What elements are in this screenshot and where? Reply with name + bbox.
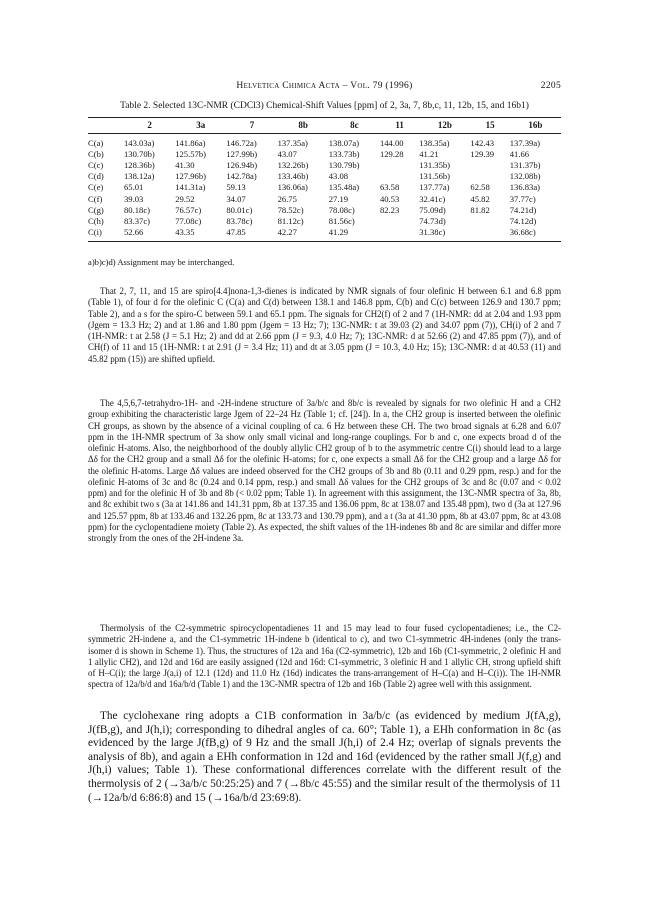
shift-value-cell: 82.23 xyxy=(379,204,400,215)
shift-value-cell: 127.99b) xyxy=(226,148,258,159)
table-body xyxy=(88,134,561,242)
shift-value-cell: 65.01 xyxy=(124,182,144,193)
shift-value-cell: 143.03a) xyxy=(124,137,155,148)
shift-value-cell: 74.12d) xyxy=(509,215,537,226)
shift-value-cell xyxy=(470,171,509,182)
shift-value-cell: 81.82 xyxy=(470,204,490,215)
shift-value-cell: 83.37c) xyxy=(124,215,151,226)
table-footnote: a)b)c)d) Assignment may be interchanged. xyxy=(88,257,235,267)
shift-value-cell: 39.03 xyxy=(124,193,144,204)
table-row xyxy=(88,148,561,159)
shift-value-cell: 133.73b) xyxy=(328,148,360,159)
column-header: 12b xyxy=(419,118,470,134)
row-label-cell: C(d) xyxy=(88,171,104,182)
row-label-cell: C(h) xyxy=(88,215,104,226)
column-header: 2 xyxy=(124,118,175,134)
page-header xyxy=(88,81,561,95)
shift-value-cell xyxy=(380,227,419,242)
shift-value-cell: 26.75 xyxy=(277,193,297,204)
shift-value-cell: 42.27 xyxy=(278,227,329,242)
table-row xyxy=(88,159,561,170)
shift-value-cell: 125.57b) xyxy=(175,148,206,159)
shift-value-cell: 131.37b) xyxy=(509,159,541,170)
shift-value-cell: 74.21d) xyxy=(509,204,537,215)
shift-value-cell: 128.36b) xyxy=(124,159,155,170)
shift-value-cell: 29.52 xyxy=(175,193,195,204)
shift-value-cell: 76.57c) xyxy=(175,204,202,215)
shift-value-cell: 59.13 xyxy=(226,182,246,193)
shift-value-cell: 144.00 xyxy=(379,137,404,148)
shift-value-cell: 141.31a) xyxy=(175,182,206,193)
shift-value-cell xyxy=(380,171,419,182)
paragraph-spirononadienes: That 2, 7, 11, and 15 are spiro[4.4]nona-1,3-dienes is indicated by NMR signals of four olefinic H between 6.1 and 6.8 ppm (Table 1), of four d for the olefinic C (C(a) and C(d) between 138.1 and 146.8 ppm, C(b) and C(c) between 126.9 and 130.7 ppm; Table 2), and a s for the spiro-C between 59.1 and 65.1 ppm. The signals for CH2(f) of 2 and 7 (1H-NMR: dd at 2.04 and 1.93 ppm (Jgem = 13.3 Hz; 2) and at 1.86 and 1.80 ppm (Jgem = 13 Hz; 7); 13C-NMR: t at 39.03 (2) and 34.07 ppm (7)), CH(i) of 2 and 7 (1H-NMR: t at 2.58 (J = 5.1 Hz; 2) and dd at 2.66 ppm (J = 9.3, 4.0 Hz; 7); 13C-NMR: d at 52.66 (2) and 47.85 ppm (7)), and of CH(f) of 11 and 15 (1H-NMR: t at 2.91 (J = 3.4 Hz; 11) and dt at 3.05 ppm (J = 10.3, 4.0 Hz; 15); 13C-NMR: d at 40.53 (11) and 45.82 ppm (15)) are shifted upfield. xyxy=(88,286,561,364)
shift-value-cell: 36.68c) xyxy=(510,227,561,242)
shift-value-cell: 43.35 xyxy=(175,227,226,242)
shift-value-cell xyxy=(380,215,419,226)
row-label-cell: C(g) xyxy=(88,204,104,215)
shift-value-cell xyxy=(470,227,509,242)
shift-value-cell: 126.94b) xyxy=(226,159,258,170)
table-caption: Table 2. Selected 13C-NMR (CDCl3) Chemical-Shift Values [ppm] of 2, 3a, 7, 8b,c, 11, 12b, 15, and 16b1) xyxy=(120,101,529,111)
shift-value-cell: 127.96b) xyxy=(175,171,206,182)
shift-value-cell: 78.52c) xyxy=(277,204,304,215)
shift-value-cell: 138.35a) xyxy=(419,137,450,148)
shift-value-cell: 45.82 xyxy=(470,193,490,204)
shift-value-cell: 138.12a) xyxy=(124,171,155,182)
shift-value-cell: 133.46b) xyxy=(277,171,309,182)
shift-value-cell: 75.09d) xyxy=(419,204,446,215)
column-header: 8b xyxy=(278,118,329,134)
table-row xyxy=(88,134,561,149)
row-label-cell: C(i) xyxy=(88,227,124,242)
row-label-cell: C(c) xyxy=(88,159,104,170)
table-row xyxy=(88,215,561,226)
shift-value-cell: 63.58 xyxy=(379,182,400,193)
shift-value-cell: 74.73d) xyxy=(419,215,446,226)
shift-value-cell xyxy=(470,159,509,170)
shift-value-cell: 131.56b) xyxy=(419,171,451,182)
table-row xyxy=(88,171,561,182)
column-header: 16b xyxy=(510,118,561,134)
table-row xyxy=(88,193,561,204)
column-header: 15 xyxy=(470,118,509,134)
shift-value-cell: 136.06a) xyxy=(277,182,308,193)
table-header-row xyxy=(88,118,561,134)
shift-value-cell: 40.53 xyxy=(379,193,400,204)
shift-value-cell: 83.78c) xyxy=(226,215,253,226)
shift-value-cell: 32.41c) xyxy=(419,193,446,204)
column-header xyxy=(88,118,124,134)
shift-value-cell: 142.43 xyxy=(470,137,495,148)
shift-value-cell: 138.07a) xyxy=(328,137,360,148)
shift-value-cell: 41.21 xyxy=(419,148,439,159)
shift-value-cell: 52.66 xyxy=(124,227,175,242)
journal-title: Helvetica Chimica Acta – Vol. 79 (1996) xyxy=(236,81,413,91)
shift-value-cell: 80.18c) xyxy=(124,204,151,215)
shift-value-cell: 137.39a) xyxy=(509,137,541,148)
column-header: 3a xyxy=(175,118,226,134)
shift-value-cell: 77.08c) xyxy=(175,215,202,226)
shift-value-cell: 47.85 xyxy=(226,227,277,242)
row-label-cell: C(a) xyxy=(88,137,104,148)
shift-value-cell: 37.77c) xyxy=(509,193,536,204)
shift-value-cell: 130.79b) xyxy=(328,159,360,170)
shift-value-cell: 137.77a) xyxy=(419,182,450,193)
shift-value-cell: 81.56c) xyxy=(328,215,355,226)
shift-value-cell: 78.08c) xyxy=(328,204,355,215)
shift-value-cell xyxy=(470,215,509,226)
table-row xyxy=(88,227,561,242)
shift-value-cell: 81.12c) xyxy=(277,215,304,226)
shift-value-cell: 130.70b) xyxy=(124,148,155,159)
shift-value-cell: 142.78a) xyxy=(226,171,257,182)
page-number: 2205 xyxy=(540,81,561,91)
shift-value-cell: 41.29 xyxy=(329,227,380,242)
shift-value-cell: 135.48a) xyxy=(328,182,360,193)
shift-value-cell: 43.07 xyxy=(277,148,297,159)
shift-value-cell: 62.58 xyxy=(470,182,490,193)
column-header: 8c xyxy=(329,118,380,134)
shift-value-cell: 43.08 xyxy=(328,171,349,182)
shift-value-cell: 27.19 xyxy=(328,193,349,204)
paragraph-thermolysis: Thermolysis of the C2-symmetric spirocyclopentadienes 11 and 15 may lead to four fused cyclopentadienes; i.e., the C2-symmetric 2H-indene a, and the C1-symmetric 1H-indene b (identical to c), and two C1-symmetric 4H-indenes (only the trans-isomer d is shown in Scheme 1). Thus, the structures of 12a and 16a (C2-symmetric), 12b and 16b (C1-symmetric, 2 olefinic H and 1 allylic CH2), and 12d and 16d are easily assigned (12d and 16d: C1-symmetric, 3 olefinic H and 1 allylic CH, strong upfield shift of H–C(i); the large J(a,i) of 12.1 (12d) and 11.0 Hz (16d) indicates the trans-arrangement of H–C(a) and H–C(i)). The 1H-NMR spectra of 12a/b/d and 16a/b/d (Table 1) and the 13C-NMR spectra of 12b and 16b (Table 2) agree well with this assignment. xyxy=(88,623,561,690)
shift-value-cell: 129.39 xyxy=(470,148,495,159)
shift-value-cell: 132.08b) xyxy=(509,171,541,182)
paragraph-conformation: The cyclohexane ring adopts a C1B conformation in 3a/b/c (as evidenced by medium J(fA,g), J(fB,g), and J(h,i); corresponding to dihedral angles of ca. 60°; Table 1), a EHh conformation in 8c (as evidenced by the large J(fB,g) of 9 Hz and the small J(h,i) of 2.4 Hz; overlap of signals prevents the analysis of 8b), and again a EHh conformation in 12d and 16d (evidenced by the rather small J(f,g) and J(h,i) values; Table 1). These conformational differences correlate with the different result of the thermolysis of 2 (→3a/b/c 50:25:25) and 7 (→8b/c 45:55) and the similar result of the thermolysis of 11 (→12a/b/d 6:86:8) and 15 (→16a/b/d 23:69:8). xyxy=(88,710,561,804)
shift-value-cell: 141.86a) xyxy=(175,137,206,148)
shift-value-cell: 131.35b) xyxy=(419,159,451,170)
column-header: 7 xyxy=(226,118,277,134)
row-label-cell: C(e) xyxy=(88,182,104,193)
shift-value-cell: 137.35a) xyxy=(277,137,308,148)
paragraph-tetrahydroindenes: The 4,5,6,7-tetrahydro-1H- and -2H-indene structure of 3a/b/c and 8b/c is revealed by signals for two olefinic H and a CH2 group exhibiting the characteristic large Jgem of 22–24 Hz (Table 1; cf. [24]). In a, the CH2 group is inserted between the olefinic CH groups, as shown by the absence of a vicinal coupling of ca. 6 Hz between these CH. The two broad signals at 6.28 and 6.07 ppm in the 1H-NMR spectrum of 3a show only small vicinal and long-range couplings. For b and c, one expects broad d of the olefinic H-atoms. Also, the neighborhood of the doubly allylic CH2 group of b to the asymmetric centre C(i) should lead to a large Δδ for the CH2 group and a small Δδ for the olefinic H-atoms; for c, one expects a small Δδ for the CH2 group and a large Δδ for the olefinic H-atoms. Large Δδ values are indeed observed for the CH2 groups of 3b and 8b (0.11 and 0.29 ppm, resp.) and for the olefinic H-atoms of 3c and 8c (0.24 and 0.14 ppm, resp.) and small Δδ values for the CH2 groups of 3c and 8c (0.07 and < 0.02 ppm) and for the olefinic H of 3b and 8b (< 0.02 ppm; Table 1). In agreement with this assignment, the 13C-NMR spectra of 3a, 8b, and 8c exhibit two s (3a at 141.86 and 141.31 ppm, 8b at 137.35 and 136.06 ppm, 8c at 138.07 and 135.48 ppm), two d (3a at 127.96 and 125.57 ppm, 8b at 133.46 and 132.26 ppm, 8c at 133.73 and 130.79 ppm), and a t (3a at 41.30 ppm, 8b at 43.07 ppm, 8c at 43.08 ppm) for the cyclopentadiene moiety (Table 2). As expected, the shift values of the 1H-indenes 8b and 8c are similar and differ more strongly from the ones of the 2H-indene 3a. xyxy=(88,398,561,543)
table-row xyxy=(88,204,561,215)
row-label-cell: C(f) xyxy=(88,193,103,204)
shift-value-cell: 34.07 xyxy=(226,193,246,204)
shift-value-cell: 31.38c) xyxy=(419,227,470,242)
chemical-shift-table xyxy=(88,117,561,242)
column-header: 11 xyxy=(380,118,419,134)
shift-value-cell xyxy=(380,159,419,170)
shift-value-cell: 129.28 xyxy=(379,148,404,159)
row-label-cell: C(b) xyxy=(88,148,104,159)
shift-value-cell: 41.30 xyxy=(175,159,195,170)
shift-value-cell: 80.01c) xyxy=(226,204,253,215)
shift-value-cell: 146.72a) xyxy=(226,137,257,148)
table-row xyxy=(88,182,561,193)
shift-value-cell: 132.26b) xyxy=(277,159,309,170)
shift-value-cell: 41.66 xyxy=(509,148,530,159)
shift-value-cell: 136.83a) xyxy=(509,182,541,193)
